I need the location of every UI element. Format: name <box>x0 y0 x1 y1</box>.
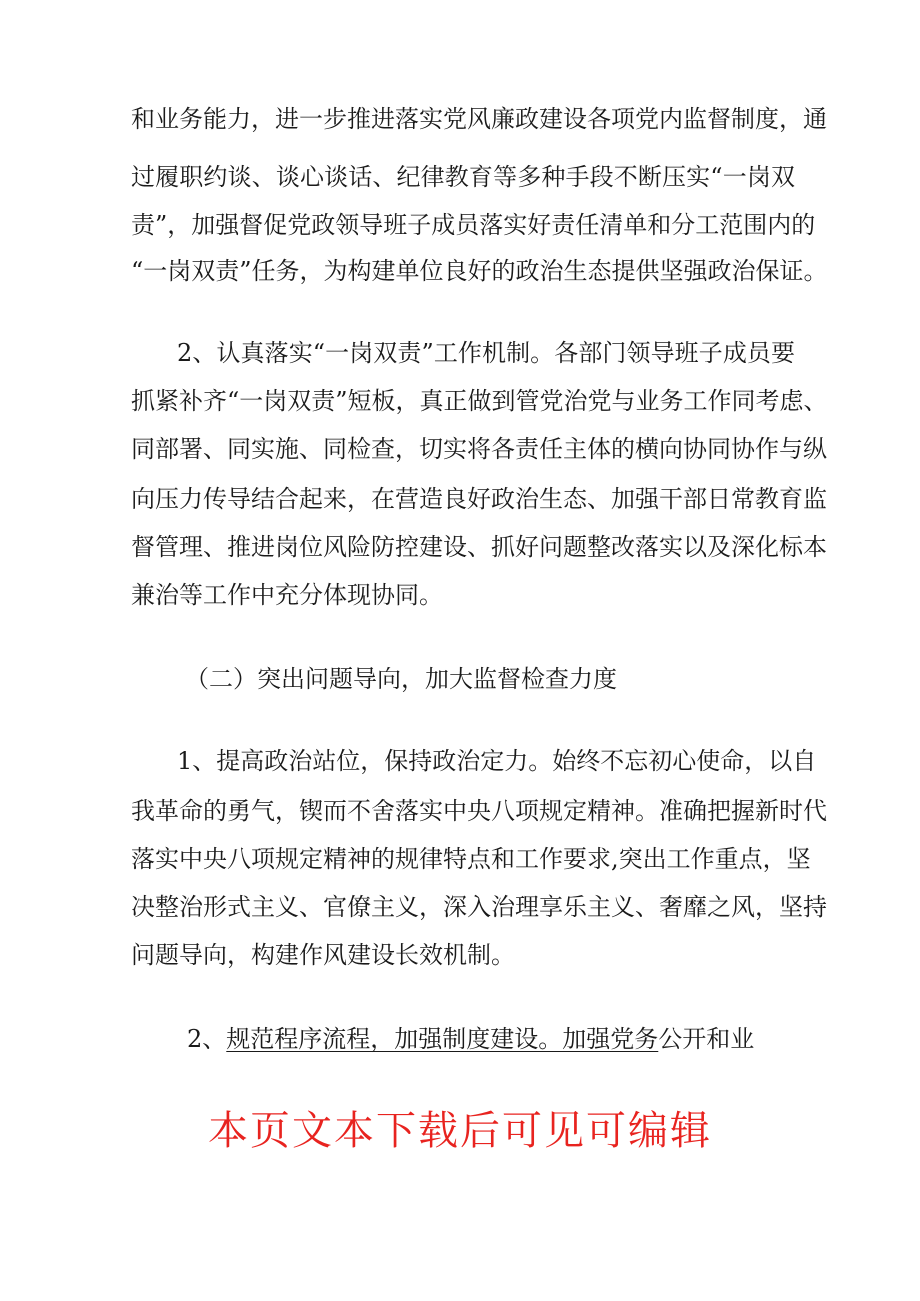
paragraph-1-line-1: 和业务能力，进一步推进落实党风廉政建设各项党内监督制度，通 <box>131 105 827 133</box>
paragraph-4-line-1 <box>187 1024 754 1054</box>
paragraph-2-line-2: 抓紧补齐“一岗双责”短板，真正做到管党治党与业务工作同考虑、 <box>131 387 828 415</box>
paragraph-4-underlined-text: 规范程序流程，加强制度建设。加强党务 <box>226 1025 659 1053</box>
paragraph-3-line-5: 问题导向，构建作风建设长效机制。 <box>131 941 515 969</box>
paragraph-2-line-4: 向压力传导结合起来，在营造良好政治生态、加强干部日常教育监 <box>131 485 827 513</box>
paragraph-2-line-6: 兼治等工作中充分体现协同。 <box>131 581 443 609</box>
paragraph-2-line-3: 同部署、同实施、同检查，切实将各责任主体的横向协同协作与纵 <box>131 435 827 463</box>
paragraph-2-line-5: 督管理、推进岗位风险防控建设、抓好问题整改落实以及深化标本 <box>131 533 827 561</box>
paragraph-4-suffix: 公开和业 <box>658 1025 755 1053</box>
paragraph-1-line-3: 责”，加强督促党政领导班子成员落实好责任清单和分工范围内的 <box>131 211 816 239</box>
paragraph-3-line-2: 我革命的勇气，锲而不舍落实中央八项规定精神。准确把握新时代 <box>131 797 827 825</box>
paragraph-4-prefix: 2、 <box>187 1025 227 1053</box>
paragraph-3-line-1: 1、提高政治站位，保持政治定力。始终不忘初心使命，以自 <box>177 747 817 775</box>
paragraph-1-line-2: 过履职约谈、谈心谈话、纪律教育等多种手段不断压实“一岗双 <box>131 163 795 191</box>
download-notice-banner: 本页文本下载后可见可编辑 <box>208 1108 712 1154</box>
paragraph-2-line-1: 2、认真落实“一岗双责”工作机制。各部门领导班子成员要 <box>177 339 795 367</box>
paragraph-3-line-4: 决整治形式主义、官僚主义，深入治理享乐主义、奢靡之风，坚持 <box>131 893 827 921</box>
section-heading: （二）突出问题导向，加大监督检查力度 <box>185 665 617 693</box>
paragraph-3-line-3: 落实中央八项规定精神的规律特点和工作要求,突出工作重点，坚 <box>131 845 811 873</box>
paragraph-1-line-4: “一岗双责”任务，为构建单位良好的政治生态提供坚强政治保证。 <box>131 257 828 285</box>
